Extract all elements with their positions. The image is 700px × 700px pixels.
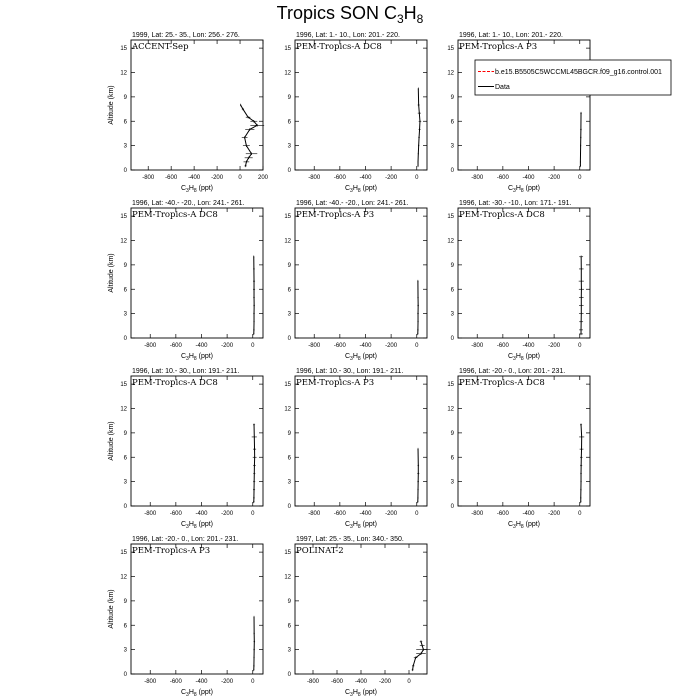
campaign-label: PEM-Tropics-A DC8 [296,42,382,52]
x-tick-label: -200 [211,175,224,181]
y-tick-label: 12 [447,406,454,413]
plot-frame [131,40,263,170]
x-tick-label: -600 [496,343,509,349]
y-tick-label: 9 [450,430,454,437]
y-tick-label: 0 [123,336,127,342]
plot-frame [458,208,590,338]
y-tick-label: 3 [287,647,291,654]
x-tick-label: -200 [385,175,398,181]
x-tick-label: -600 [330,679,344,685]
campaign-label: PEM-Tropics-A DC8 [459,210,545,220]
panel-header: 1996, Lat: -20.- 0., Lon: 201.- 231. [459,368,566,375]
plot-frame [131,544,263,674]
panel-header: 1997, Lat: 25.- 35., Lon: 340.- 350. [296,536,404,543]
x-axis-label: $C_3H_8$ (ppt) [180,185,214,194]
y-tick-label: 3 [287,479,291,486]
panel-header: 1999, Lat: 25.- 35., Lon: 256.- 276. [132,32,240,39]
y-tick-label: 3 [123,143,127,150]
y-tick-label: 15 [447,382,454,389]
x-tick-label: -200 [385,511,398,517]
y-tick-label: 9 [287,430,291,437]
x-tick-label: -400 [354,679,368,685]
y-tick-label: 12 [120,238,127,245]
x-tick-label: -800 [306,679,320,685]
y-tick-label: 0 [287,504,291,510]
y-tick-label: 6 [123,119,127,126]
y-tick-label: 0 [450,504,454,510]
plot-frame [295,376,427,506]
y-tick-label: 9 [123,262,127,269]
legend [475,60,671,95]
y-axis-label: Altitude (km) [108,421,115,461]
data-profile-line [254,617,255,670]
y-tick-label: 12 [120,406,127,413]
campaign-label: PEM-Tropics-A P3 [459,42,538,52]
plot-frame [295,40,427,170]
y-tick-label: 3 [450,143,454,150]
y-tick-label: 9 [123,430,127,437]
panel-8 [284,368,427,530]
x-axis-label: $C_3H_8$ (ppt) [180,353,214,362]
y-axis-label: Altitude (km) [108,253,115,293]
y-tick-label: 3 [287,143,291,150]
x-tick-label: -200 [221,511,234,517]
y-tick-label: 12 [284,70,291,77]
y-tick-label: 0 [123,504,127,510]
y-tick-label: 9 [287,598,291,605]
panel-4 [108,200,263,362]
y-tick-label: 6 [450,287,454,294]
y-tick-label: 3 [123,647,127,654]
x-axis-label: $C_3H_8$ (ppt) [344,689,378,698]
x-tick-label: -400 [522,343,535,349]
x-tick-label: -800 [308,511,321,517]
x-tick-label: -400 [522,511,535,517]
x-tick-label: -800 [144,679,157,685]
panel-header: 1996, Lat: 1.- 10., Lon: 201.- 220. [459,32,563,39]
plot-frame [458,376,590,506]
x-tick-label: -400 [359,511,372,517]
x-tick-label: -600 [496,511,509,517]
x-axis-label: $C_3H_8$ (ppt) [180,689,214,698]
y-tick-label: 3 [123,479,127,486]
x-tick-label: -200 [221,679,234,685]
x-tick-label: -400 [359,343,372,349]
x-tick-label: -600 [169,511,182,517]
y-tick-label: 15 [120,550,127,557]
x-tick-label: -600 [165,175,178,181]
x-tick-label: -600 [169,343,182,349]
campaign-label: ACCENT-Sep [132,42,189,52]
y-tick-label: 6 [123,455,127,462]
campaign-label: PEM-Tropics-A DC8 [132,378,218,388]
x-tick-label: -400 [359,175,372,181]
y-tick-label: 9 [123,94,127,101]
legend-model-label: b.e15.B5505C5WCCML45BGCR.f09_g16.control.001 [495,69,662,76]
y-axis-label: Altitude (km) [108,589,115,629]
panel-header: 1996, Lat: -30.- -10., Lon: 171.- 191. [459,200,572,207]
y-tick-label: 9 [287,262,291,269]
x-tick-label: 0 [251,511,255,517]
y-tick-label: 6 [287,287,291,294]
y-tick-label: 12 [447,70,454,77]
y-tick-label: 0 [123,672,127,678]
x-tick-label: -400 [195,511,208,517]
campaign-label: PEM-Tropics-A DC8 [459,378,545,388]
x-tick-label: -400 [195,679,208,685]
x-tick-label: 0 [238,175,242,181]
y-tick-label: 3 [450,311,454,318]
y-tick-label: 6 [287,623,291,630]
x-tick-label: -200 [221,343,234,349]
panel-11 [284,536,430,698]
y-tick-label: 12 [120,70,127,77]
y-tick-label: 15 [120,214,127,221]
panel-5 [284,200,427,362]
panel-2 [284,32,427,194]
panel-10 [108,536,263,698]
x-tick-label: -800 [308,175,321,181]
x-tick-label: 0 [407,679,411,685]
x-tick-label: -400 [188,175,201,181]
panel-1 [108,32,269,194]
panel-header: 1996, Lat: -40.- -20., Lon: 241.- 261. [132,200,245,207]
x-tick-label: 0 [578,511,582,517]
x-tick-label: -400 [195,343,208,349]
x-tick-label: -600 [333,175,346,181]
panel-header: 1996, Lat: 10.- 30., Lon: 191.- 211. [132,368,240,375]
y-tick-label: 6 [287,119,291,126]
x-tick-label: -600 [496,175,509,181]
x-tick-label: -200 [548,511,561,517]
panel-6 [447,200,590,362]
x-tick-label: -800 [144,343,157,349]
panel-header: 1996, Lat: -40.- -20., Lon: 241.- 261. [296,200,409,207]
y-tick-label: 9 [123,598,127,605]
x-tick-label: -800 [471,511,484,517]
y-tick-label: 15 [284,550,291,557]
campaign-label: PEM-Tropics-A P3 [132,546,211,556]
y-tick-label: 15 [284,214,291,221]
plot-frame [295,208,427,338]
panel-9 [447,368,590,530]
y-tick-label: 0 [287,336,291,342]
y-tick-label: 6 [123,623,127,630]
y-tick-label: 12 [284,406,291,413]
y-tick-label: 6 [287,455,291,462]
x-tick-label: 0 [415,343,419,349]
panel-header: 1996, Lat: -20.- 0., Lon: 201.- 231. [132,536,239,543]
x-tick-label: 0 [415,511,419,517]
campaign-label: PEM-Tropics-A P3 [296,378,375,388]
y-tick-label: 6 [450,455,454,462]
x-tick-label: 0 [415,175,419,181]
y-tick-label: 0 [123,168,127,174]
x-tick-label: -800 [308,343,321,349]
x-axis-label: $C_3H_8$ (ppt) [344,353,378,362]
panel-7 [108,368,263,530]
x-tick-label: -400 [522,175,535,181]
y-tick-label: 15 [120,382,127,389]
x-tick-label: -600 [333,343,346,349]
x-axis-label: $C_3H_8$ (ppt) [507,185,541,194]
figure-title: Tropics SON $C_3H_8$ [276,3,424,26]
y-tick-label: 0 [287,672,291,678]
y-tick-label: 6 [450,119,454,126]
x-tick-label: 0 [251,343,255,349]
y-tick-label: 0 [450,168,454,174]
panel-header: 1996, Lat: 10.- 30., Lon: 191.- 211. [296,368,404,375]
x-axis-label: $C_3H_8$ (ppt) [507,353,541,362]
y-tick-label: 9 [450,262,454,269]
y-tick-label: 12 [284,574,291,581]
x-tick-label: -600 [169,679,182,685]
y-tick-label: 12 [120,574,127,581]
y-axis-label: Altitude (km) [108,85,115,125]
plot-frame [131,376,263,506]
plot-frame [131,208,263,338]
y-tick-label: 3 [123,311,127,318]
y-tick-label: 0 [287,168,291,174]
data-profile-line [580,113,581,166]
y-tick-label: 6 [123,287,127,294]
campaign-label: PEM-Tropics-A DC8 [132,210,218,220]
x-tick-label: -600 [333,511,346,517]
x-tick-label: -200 [548,175,561,181]
x-tick-label: 200 [257,175,269,181]
x-tick-label: 0 [251,679,255,685]
panel-3 [447,32,590,194]
y-tick-label: 12 [284,238,291,245]
y-tick-label: 12 [447,238,454,245]
y-tick-label: 0 [450,336,454,342]
x-axis-label: $C_3H_8$ (ppt) [344,185,378,194]
x-tick-label: -800 [142,175,155,181]
data-profile-line [418,449,419,502]
y-tick-label: 3 [287,311,291,318]
panel-header: 1996, Lat: 1.- 10., Lon: 201.- 220. [296,32,400,39]
campaign-label: PEM-Tropics-A P3 [296,210,375,220]
y-tick-label: 9 [450,94,454,101]
legend-data-label: Data [495,84,510,91]
plot-frame [295,544,427,674]
x-tick-label: -200 [548,343,561,349]
x-axis-label: $C_3H_8$ (ppt) [180,521,214,530]
y-tick-label: 15 [284,46,291,53]
y-tick-label: 3 [450,479,454,486]
campaign-label: POLINAT-2 [296,546,344,556]
x-tick-label: -200 [385,343,398,349]
x-tick-label: -800 [471,343,484,349]
x-tick-label: -800 [144,511,157,517]
x-tick-label: -800 [471,175,484,181]
x-axis-label: $C_3H_8$ (ppt) [507,521,541,530]
plot-frame [458,40,590,170]
y-tick-label: 15 [284,382,291,389]
y-tick-label: 9 [287,94,291,101]
x-tick-label: 0 [578,343,582,349]
y-tick-label: 15 [120,46,127,53]
panel-grid [108,32,590,698]
x-tick-label: -200 [378,679,392,685]
x-axis-label: $C_3H_8$ (ppt) [344,521,378,530]
x-tick-label: 0 [578,175,582,181]
y-tick-label: 15 [447,46,454,53]
y-tick-label: 15 [447,214,454,221]
